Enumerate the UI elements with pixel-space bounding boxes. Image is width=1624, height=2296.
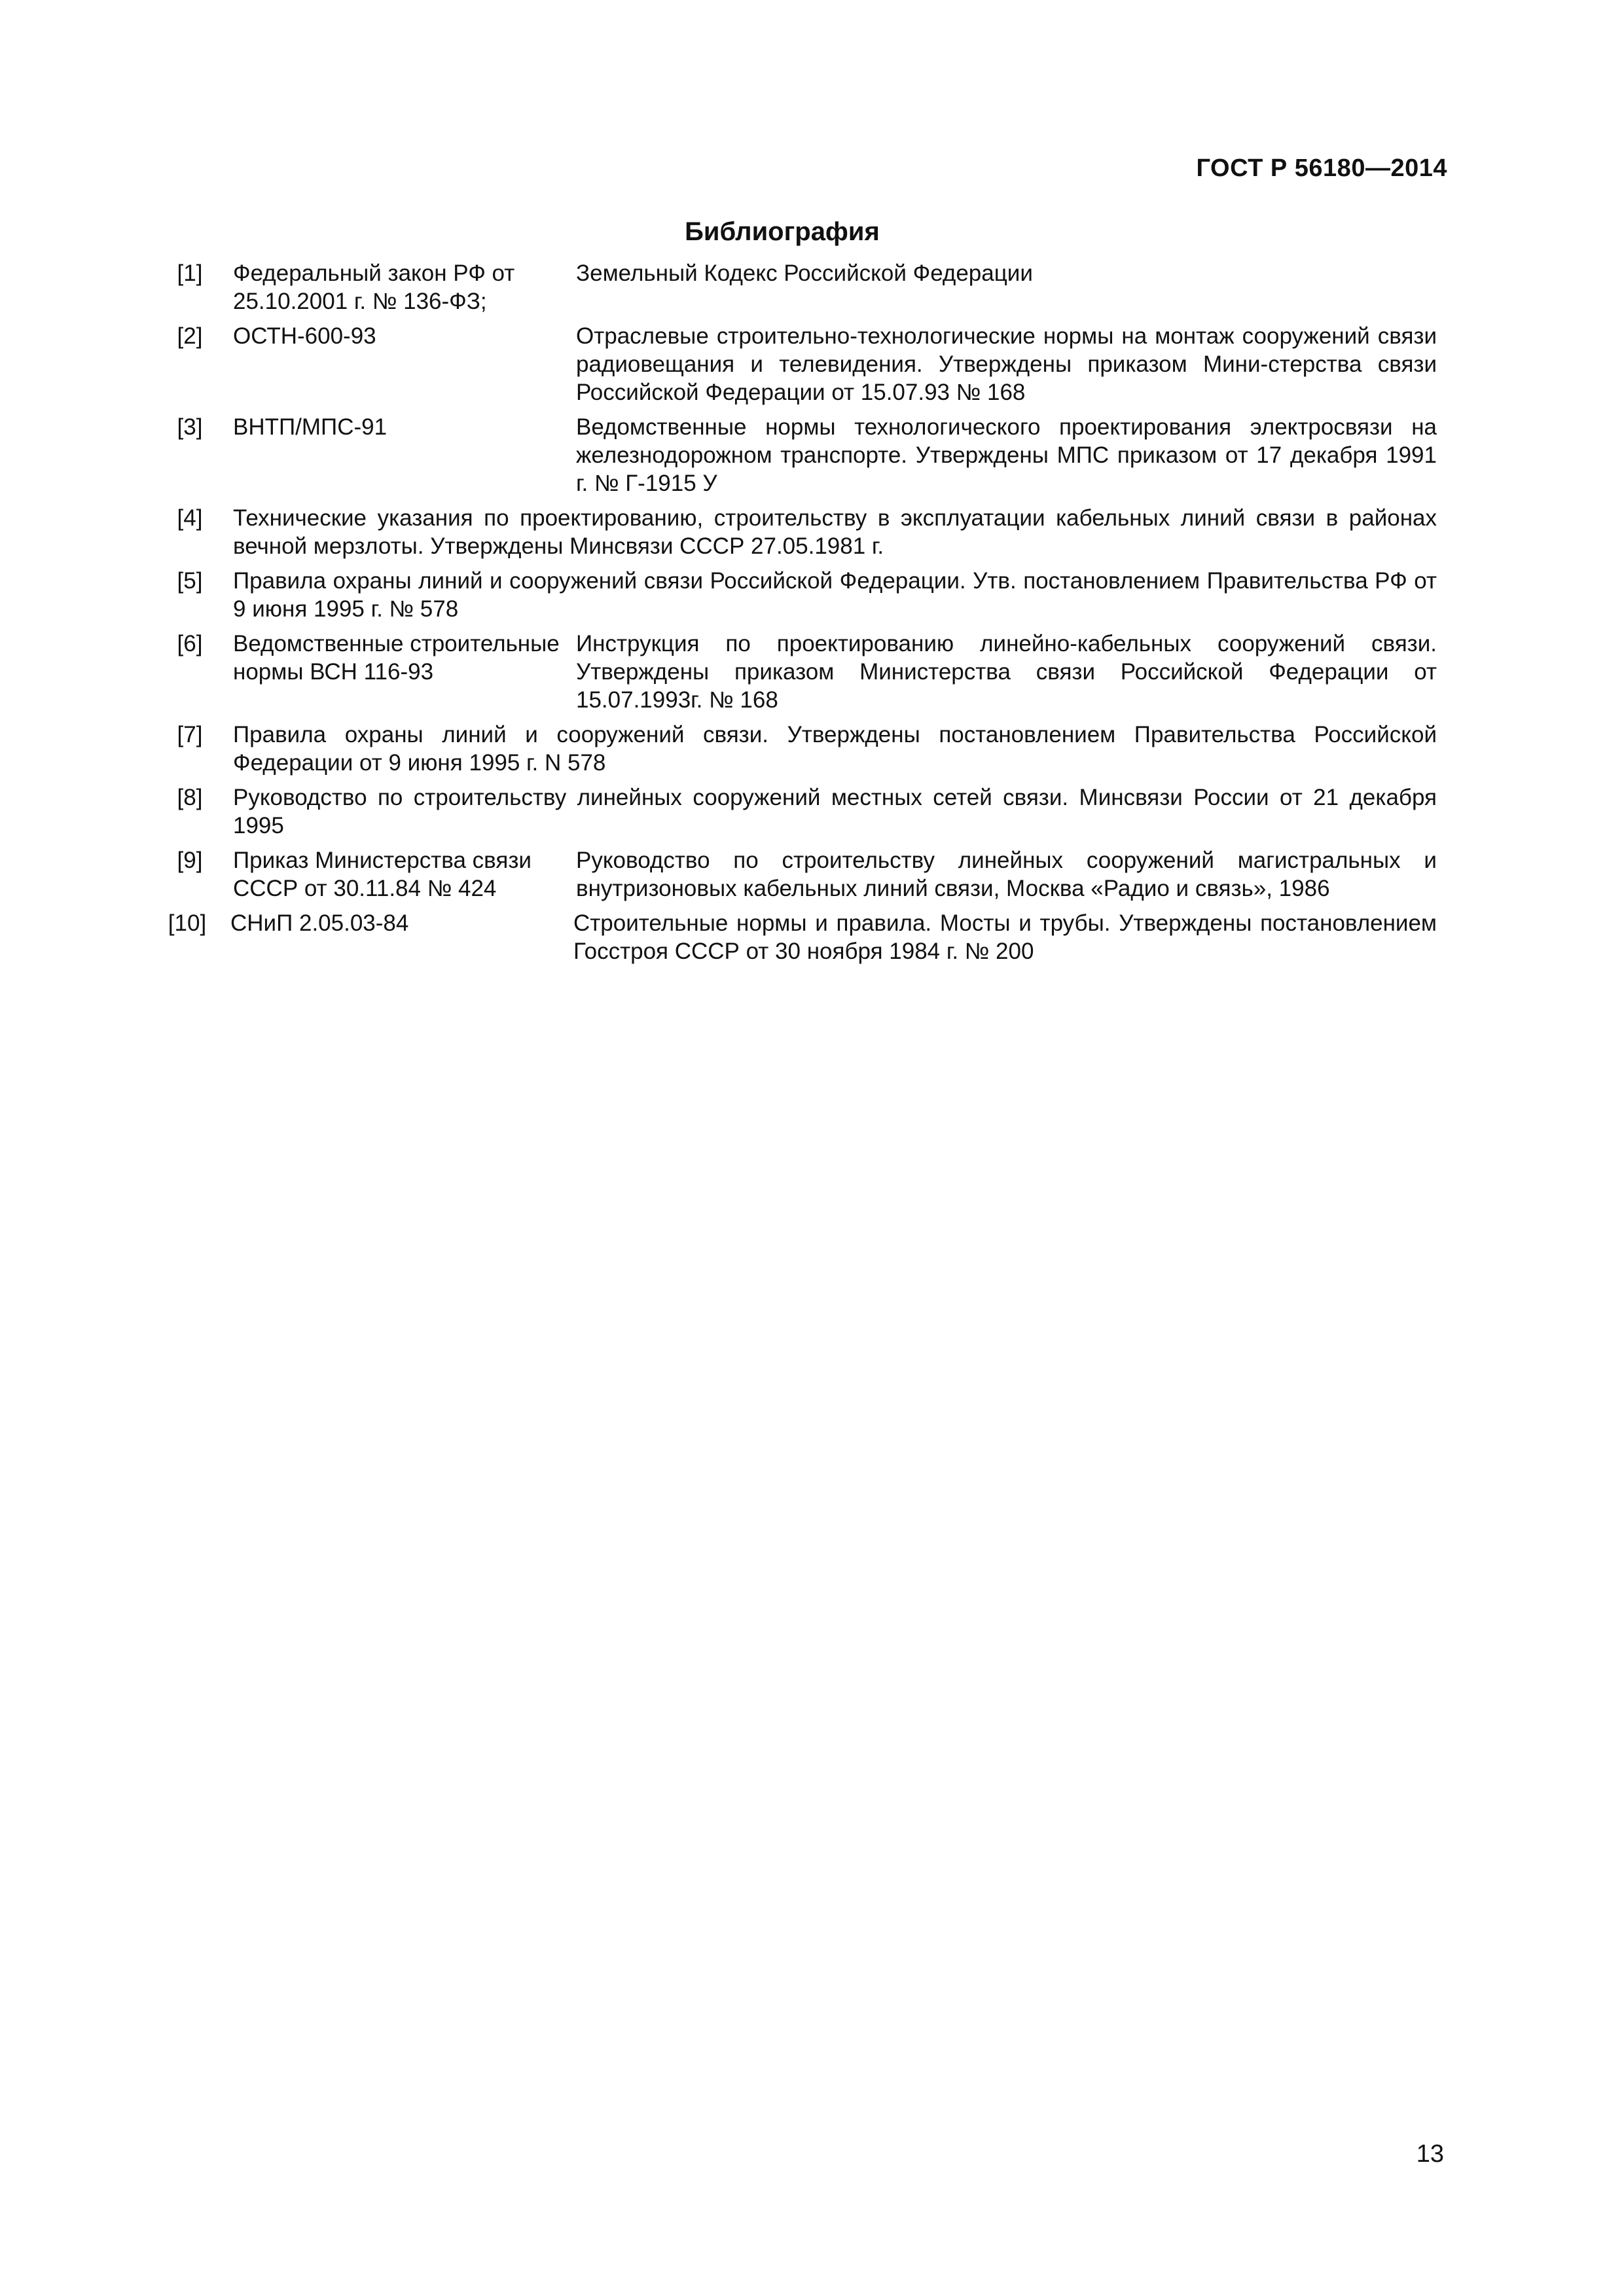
entry-description: Руководство по строительству линейных сооружений магистральных и внутризоновых кабельных линий связи, Москва «Радио и связь», 1986	[576, 848, 1437, 901]
bibliography-entry-5	[151, 567, 1437, 623]
bibliography-entry-4	[151, 504, 1437, 560]
entry-document-code: Приказ Министерства связи СССР от 30.11.84 № 424	[233, 848, 532, 901]
entry-document-code: ОСТН-600-93	[233, 323, 376, 349]
entry-number: [6]	[177, 631, 203, 656]
entry-description: Ведомственные нормы технологического проектирования электросвязи на железнодорожном транспорте. Утверждены МПС приказом от 17 декабря 1991 г. № Г-1915 У	[576, 414, 1437, 496]
standard-code: ГОСТ Р 56180—2014	[1196, 154, 1447, 182]
entry-document-code: СНиП 2.05.03-84	[230, 910, 409, 936]
entry-number: [7]	[177, 722, 203, 747]
bibliography-entry-2	[151, 322, 1437, 406]
entry-number: [3]	[177, 414, 203, 440]
entry-document-code: Федеральный закон РФ от 25.10.2001 г. № 136-ФЗ;	[233, 260, 515, 314]
bibliography-entry-6	[151, 630, 1437, 714]
entry-number: [10]	[168, 910, 207, 936]
entry-document-code: ВНТП/МПС-91	[233, 414, 388, 440]
bibliography-entry-7	[151, 721, 1437, 777]
entry-description: Правила охраны линий и сооружений связи Российской Федерации. Утв. постановлением Правительства РФ от 9 июня 1995 г. № 578	[233, 568, 1437, 622]
entry-document-code: Ведомственные строительные нормы ВСН 116-93	[233, 631, 560, 685]
bibliography-entry-9	[151, 846, 1437, 903]
bibliography-entry-3	[151, 413, 1437, 497]
bibliography-entry-1	[151, 259, 1437, 315]
bibliography-entry-10	[151, 909, 1437, 965]
entry-number: [9]	[177, 848, 203, 873]
entry-number: [1]	[177, 260, 203, 286]
entry-description: Технические указания по проектированию, строительству в эксплуатации кабельных линий связи в районах вечной мерзлоты. Утверждены Минсвязи СССР 27.05.1981 г.	[233, 505, 1437, 559]
entry-number: [4]	[177, 505, 203, 531]
entry-description: Руководство по строительству линейных сооружений местных сетей связи. Минсвязи России от 21 декабря 1995	[233, 785, 1437, 838]
bibliography-title: Библиография	[685, 217, 880, 246]
bibliography-list	[151, 259, 1437, 972]
entry-description: Строительные нормы и правила. Мосты и трубы. Утверждены постановлением Госстроя СССР от 30 ноября 1984 г. № 200	[573, 910, 1437, 964]
entry-number: [5]	[177, 568, 203, 594]
entry-description: Правила охраны линий и сооружений связи. Утверждены постановлением Правительства Российской Федерации от 9 июня 1995 г. N 578	[233, 722, 1437, 776]
entry-number: [8]	[177, 785, 203, 810]
entry-description: Инструкция по проектированию линейно-кабельных сооружений связи. Утверждены приказом Министерства связи Российской Федерации от 15.07.1993г. № 168	[576, 631, 1437, 713]
entry-description: Земельный Кодекс Российской Федерации	[576, 260, 1033, 286]
bibliography-entry-8	[151, 783, 1437, 840]
page-number: 13	[1416, 2140, 1444, 2168]
entry-description: Отраслевые строительно-технологические нормы на монтаж сооружений связи радиовещания и телевидения. Утверждены приказом Мини-стерства связи Российской Федерации от 15.07.93 № 168	[576, 323, 1437, 405]
entry-number: [2]	[177, 323, 203, 349]
